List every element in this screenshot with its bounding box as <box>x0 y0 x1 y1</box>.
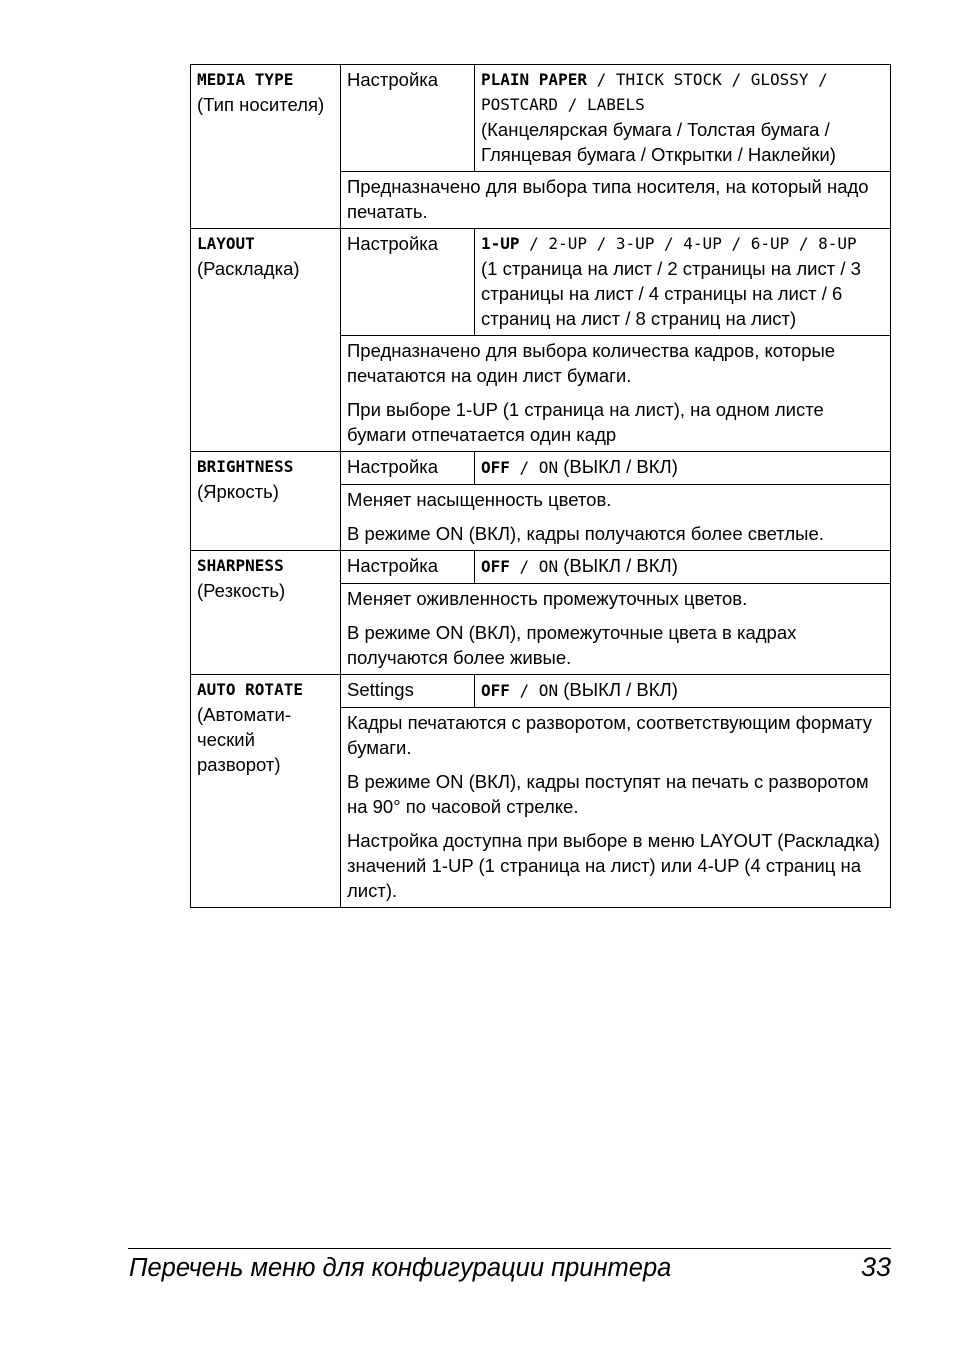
description-paragraph: Настройка доступна при выборе в меню LAYOUT (Раскладка) значений 1-UP (1 страница на лист) или 4-UP (4 страниц на лист). <box>347 830 880 901</box>
options-line <box>481 681 558 700</box>
table-row <box>191 229 891 336</box>
options-line <box>481 231 884 256</box>
description-paragraph: Меняет насыщенность цветов. <box>347 489 612 510</box>
options-translation: (1 страница на лист / 2 страницы на лист / 3 страницы на лист / 4 страницы на лист / 6 страниц на лист / 8 страниц на лист) <box>481 258 861 329</box>
setting-label-cell: Настройка <box>341 452 475 485</box>
footer-divider <box>128 1248 891 1249</box>
menu-item-code: SHARPNESS <box>197 556 284 575</box>
table-row <box>191 551 891 584</box>
setting-options-cell <box>475 452 891 485</box>
menu-settings-table <box>190 64 891 908</box>
other-options: POSTCARD / LABELS <box>481 95 645 114</box>
description-paragraph: Кадры печатаются с разворотом, соответствующим формату бумаги. <box>347 712 873 758</box>
menu-item-label: (Автомати-ческий разворот) <box>197 704 292 775</box>
menu-item-code: AUTO ROTATE <box>197 680 303 699</box>
other-options: / THICK STOCK / GLOSSY / <box>586 70 828 89</box>
description-paragraph: В режиме ON (ВКЛ), промежуточные цвета в кадрах получаются более живые. <box>347 622 797 668</box>
footer-title: Перечень меню для конфигурации принтера <box>129 1254 672 1282</box>
other-options: / ON <box>509 681 559 700</box>
options-line <box>481 557 558 576</box>
setting-label-cell: Settings <box>341 675 475 708</box>
menu-item-label: (Резкость) <box>197 580 286 601</box>
menu-item-name-cell <box>191 65 341 229</box>
setting-label-cell: Настройка <box>341 65 475 172</box>
page-number: 33 <box>860 1252 891 1282</box>
default-option: OFF <box>481 681 510 700</box>
menu-item-name-cell <box>191 452 341 551</box>
setting-options-cell <box>475 65 891 172</box>
other-options: / ON <box>509 458 559 477</box>
setting-label-cell: Настройка <box>341 551 475 584</box>
options-translation: (ВЫКЛ / ВКЛ) <box>563 679 678 700</box>
menu-item-label: (Тип носителя) <box>197 94 325 115</box>
setting-options-cell <box>475 229 891 336</box>
menu-item-name-cell <box>191 229 341 452</box>
options-translation: (Канцелярская бумага / Толстая бумага / Глянцевая бумага / Открытки / Наклейки) <box>481 119 836 165</box>
description-cell <box>341 336 891 452</box>
description-paragraph: В режиме ON (ВКЛ), кадры поступят на печать с разворотом на 90° по часовой стрелке. <box>347 771 869 817</box>
menu-item-label: (Раскладка) <box>197 258 300 279</box>
other-options: / 2-UP / 3-UP / 4-UP / 6-UP / 8-UP <box>519 234 857 253</box>
options-line <box>481 92 884 117</box>
description-cell <box>341 708 891 908</box>
description-paragraph: Меняет оживленность промежуточных цветов. <box>347 588 748 609</box>
menu-item-code: MEDIA TYPE <box>197 70 294 89</box>
description-paragraph: При выборе 1-UP (1 страница на лист), на одном листе бумаги отпечатается один кадр <box>347 399 824 445</box>
default-option: OFF <box>481 557 510 576</box>
table-row <box>191 65 891 172</box>
description-cell <box>341 485 891 551</box>
menu-item-name-cell <box>191 551 341 675</box>
menu-item-label: (Яркость) <box>197 481 279 502</box>
default-option: PLAIN PAPER <box>481 70 587 89</box>
setting-label-cell: Настройка <box>341 229 475 336</box>
description-paragraph: Предназначено для выбора типа носителя, на который надо печатать. <box>347 176 869 222</box>
default-option: 1-UP <box>481 234 520 253</box>
table-row <box>191 452 891 485</box>
description-cell <box>341 584 891 675</box>
other-options: / ON <box>509 557 559 576</box>
options-translation: (ВЫКЛ / ВКЛ) <box>563 555 678 576</box>
description-cell <box>341 172 891 229</box>
description-paragraph: В режиме ON (ВКЛ), кадры получаются более светлые. <box>347 523 824 544</box>
options-line <box>481 67 884 92</box>
menu-item-name-cell <box>191 675 341 908</box>
default-option: OFF <box>481 458 510 477</box>
menu-item-code: LAYOUT <box>197 234 255 253</box>
description-paragraph: Предназначено для выбора количества кадров, которые печатаются на один лист бумаги. <box>347 340 836 386</box>
setting-options-cell <box>475 675 891 708</box>
options-line <box>481 458 558 477</box>
options-translation: (ВЫКЛ / ВКЛ) <box>563 456 678 477</box>
setting-options-cell <box>475 551 891 584</box>
menu-item-code: BRIGHTNESS <box>197 457 294 476</box>
table-row <box>191 675 891 708</box>
